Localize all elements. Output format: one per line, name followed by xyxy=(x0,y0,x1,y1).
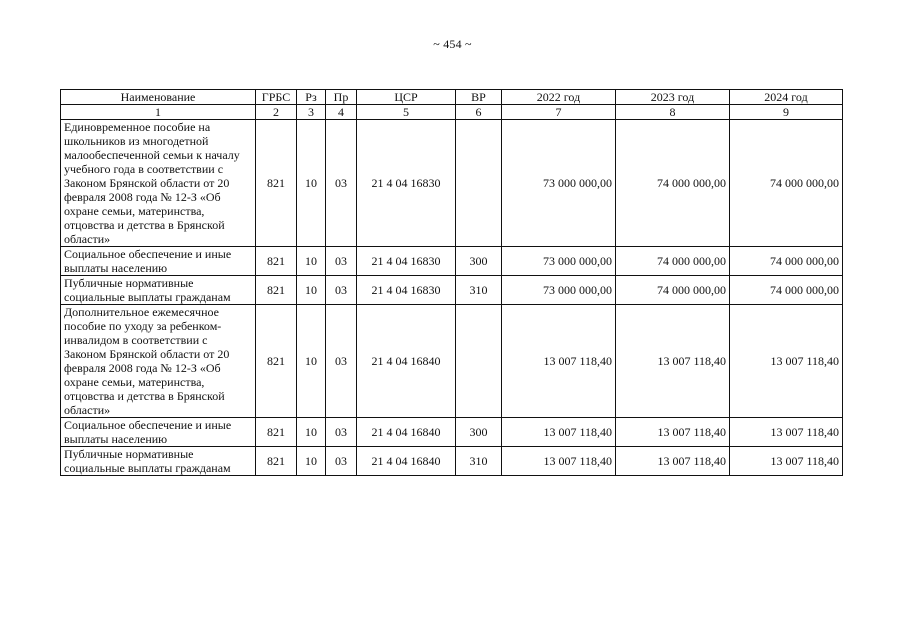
row-pr: 03 xyxy=(326,418,357,447)
row-2022: 13 007 118,40 xyxy=(502,418,616,447)
row-rz: 10 xyxy=(297,418,326,447)
row-rz: 10 xyxy=(297,247,326,276)
header-rz: Рз xyxy=(297,90,326,105)
row-2022: 73 000 000,00 xyxy=(502,120,616,247)
row-csr: 21 4 04 16840 xyxy=(357,447,456,476)
row-2022: 73 000 000,00 xyxy=(502,247,616,276)
row-grbs: 821 xyxy=(256,447,297,476)
row-pr: 03 xyxy=(326,276,357,305)
row-grbs: 821 xyxy=(256,120,297,247)
row-2024: 74 000 000,00 xyxy=(730,276,843,305)
table-row xyxy=(61,447,843,476)
row-vr: 300 xyxy=(456,418,502,447)
row-2023: 13 007 118,40 xyxy=(616,305,730,418)
row-pr: 03 xyxy=(326,447,357,476)
column-number: 2 xyxy=(256,105,297,120)
row-2022: 13 007 118,40 xyxy=(502,447,616,476)
row-2023: 74 000 000,00 xyxy=(616,247,730,276)
row-2023: 13 007 118,40 xyxy=(616,447,730,476)
row-name: Социальное обеспечение и иные выплаты населению xyxy=(61,418,256,447)
row-2022: 13 007 118,40 xyxy=(502,305,616,418)
table-row xyxy=(61,305,843,418)
row-grbs: 821 xyxy=(256,276,297,305)
row-2024: 13 007 118,40 xyxy=(730,418,843,447)
row-csr: 21 4 04 16830 xyxy=(357,247,456,276)
row-2024: 74 000 000,00 xyxy=(730,120,843,247)
row-vr xyxy=(456,120,502,247)
row-csr: 21 4 04 16840 xyxy=(357,418,456,447)
row-name: Единовременное пособие на школьников из многодетной малообеспеченной семьи к началу учебного года в соответствии с Законом Брянской области от 20 февраля 2008 года № 12-З «Об охране семьи, материнства, отцовства и детства в Брянской области» xyxy=(61,120,256,247)
header-name: Наименование xyxy=(61,90,256,105)
header-2022: 2022 год xyxy=(502,90,616,105)
row-rz: 10 xyxy=(297,447,326,476)
row-rz: 10 xyxy=(297,276,326,305)
column-number-row xyxy=(61,105,843,120)
row-pr: 03 xyxy=(326,247,357,276)
row-vr: 300 xyxy=(456,247,502,276)
header-row xyxy=(61,90,843,105)
row-grbs: 821 xyxy=(256,247,297,276)
column-number: 7 xyxy=(502,105,616,120)
row-name: Социальное обеспечение и иные выплаты населению xyxy=(61,247,256,276)
header-2023: 2023 год xyxy=(616,90,730,105)
table-row xyxy=(61,120,843,247)
row-vr: 310 xyxy=(456,447,502,476)
column-number: 4 xyxy=(326,105,357,120)
row-2023: 13 007 118,40 xyxy=(616,418,730,447)
column-number: 1 xyxy=(61,105,256,120)
row-2023: 74 000 000,00 xyxy=(616,276,730,305)
row-name: Дополнительное ежемесячное пособие по уходу за ребенком-инвалидом в соответствии с Законом Брянской области от 20 февраля 2008 года № 12-З «Об охране семьи, материнства, отцовства и детства в Брянской области» xyxy=(61,305,256,418)
column-number: 9 xyxy=(730,105,843,120)
header-grbs: ГРБС xyxy=(256,90,297,105)
row-grbs: 821 xyxy=(256,418,297,447)
column-number: 3 xyxy=(297,105,326,120)
budget-table xyxy=(60,89,843,476)
header-vr: ВР xyxy=(456,90,502,105)
row-grbs: 821 xyxy=(256,305,297,418)
row-name: Публичные нормативные социальные выплаты гражданам xyxy=(61,447,256,476)
row-csr: 21 4 04 16830 xyxy=(357,120,456,247)
header-csr: ЦСР xyxy=(357,90,456,105)
row-rz: 10 xyxy=(297,120,326,247)
row-2024: 13 007 118,40 xyxy=(730,447,843,476)
column-number: 5 xyxy=(357,105,456,120)
row-2024: 13 007 118,40 xyxy=(730,305,843,418)
row-vr: 310 xyxy=(456,276,502,305)
row-2023: 74 000 000,00 xyxy=(616,120,730,247)
row-2024: 74 000 000,00 xyxy=(730,247,843,276)
row-vr xyxy=(456,305,502,418)
page-number: ~ 454 ~ xyxy=(433,37,472,51)
row-2022: 73 000 000,00 xyxy=(502,276,616,305)
table-row xyxy=(61,247,843,276)
row-csr: 21 4 04 16830 xyxy=(357,276,456,305)
table-row xyxy=(61,276,843,305)
header-2024: 2024 год xyxy=(730,90,843,105)
row-pr: 03 xyxy=(326,305,357,418)
row-rz: 10 xyxy=(297,305,326,418)
header-pr: Пр xyxy=(326,90,357,105)
row-pr: 03 xyxy=(326,120,357,247)
row-csr: 21 4 04 16840 xyxy=(357,305,456,418)
table-row xyxy=(61,418,843,447)
column-number: 8 xyxy=(616,105,730,120)
column-number: 6 xyxy=(456,105,502,120)
row-name: Публичные нормативные социальные выплаты гражданам xyxy=(61,276,256,305)
